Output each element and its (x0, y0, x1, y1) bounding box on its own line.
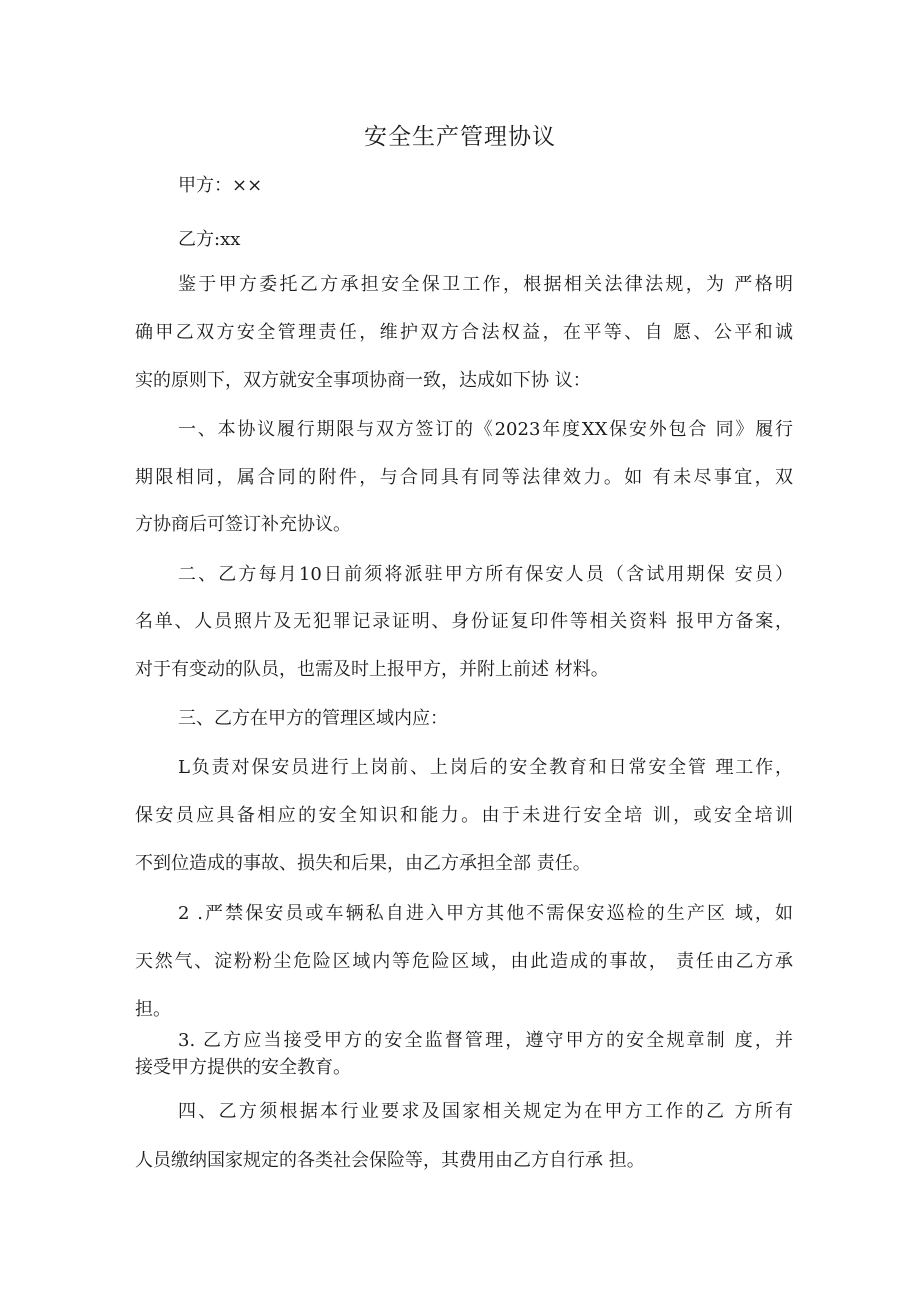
body-line: 期限相同，属合同的附件，与合同具有同等法律效力。如 有未尽事宜，双 (135, 467, 793, 488)
body-line: 人员缴纳国家规定的各类社会保险等，其费用由乙方自行承 担。 (135, 1150, 645, 1171)
body-line: 一、本协议履行期限与双方签订的《2023年度XX保安外包合 同》履行 (178, 419, 793, 440)
body-line: 保安员应具备相应的安全知识和能力。由于未进行安全培 训，或安全培训 (135, 805, 793, 826)
body-line: L负责对保安员进行上岗前、上岗后的安全教育和日常安全管 理工作， (178, 757, 793, 778)
document-title: 安全生产管理协议 (364, 124, 556, 150)
body-line: 不到位造成的事故、损失和后果，由乙方承担全部 责任。 (135, 853, 591, 874)
party-b-line: 乙方:xx (178, 229, 241, 250)
body-line: 2 .严禁保安员或车辆私自进入甲方其他不需保安巡检的生产区 域，如 (178, 903, 793, 924)
body-line: 鉴于甲方委托乙方承担安全保卫工作，根据相关法律法规，为 严格明 (178, 274, 793, 295)
body-line: 3. 乙方应当接受甲方的安全监督管理，遵守甲方的安全规章制 度，并 (178, 1030, 793, 1051)
body-line: 三、乙方在甲方的管理区域内应： (178, 708, 448, 729)
body-line: 接受甲方提供的安全教育。 (135, 1057, 351, 1078)
body-line: 方协商后可签订补充协议。 (135, 514, 351, 535)
body-line: 实的原则下，双方就安全事项协商一致，达成如下协 议： (135, 370, 591, 391)
body-line: 确甲乙双方安全管理责任，维护双方合法权益，在平等、自 愿、公平和诚 (135, 322, 793, 343)
party-a-line: 甲方：×× (178, 175, 263, 196)
body-line: 四、乙方须根据本行业要求及国家相关规定为在甲方工作的乙 方所有 (178, 1101, 793, 1122)
body-line: 担。 (135, 999, 171, 1020)
body-line: 天然气、淀粉粉尘危险区域内等危险区域，由此造成的事故， 责任由乙方承 (135, 951, 793, 972)
body-line: 名单、人员照片及无犯罪记录证明、身份证复印件等相关资料 报甲方备案， (135, 611, 793, 632)
body-line: 对于有变动的队员，也需及时上报甲方，并附上前述 材料。 (135, 659, 609, 680)
body-line: 二、乙方每月10日前须将派驻甲方所有保安人员（含试用期保 安员） (178, 564, 793, 585)
